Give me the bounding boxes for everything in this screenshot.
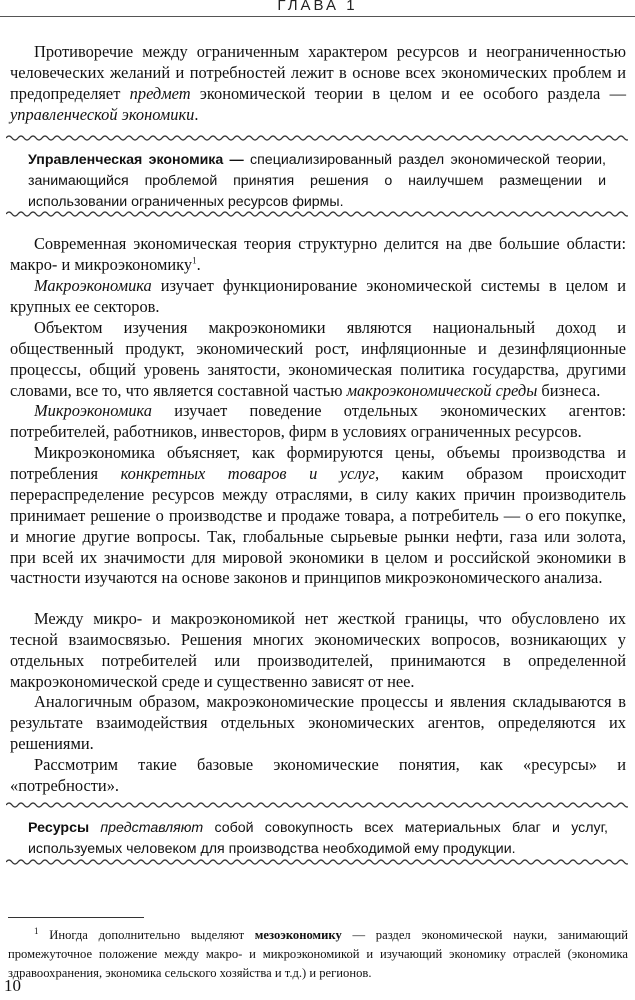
paragraph-structure: Современная экономическая теория структурно делится на две большие области: макро- и микроэкономику$^1$.: [10, 234, 626, 274]
emphasis-specific-goods: конкретных товаров и услуг: [120, 463, 375, 483]
emphasis-macro-environment: макроэкономической среды: [346, 380, 538, 400]
definition-box-resources: [6, 818, 628, 860]
footnote-ref[interactable]: 1: [192, 255, 197, 266]
wavy-divider-bottom: [6, 209, 628, 219]
definition-term: Управленческая экономика —: [28, 152, 244, 168]
header-rule: [0, 16, 635, 17]
wavy-divider-resources-top: [6, 800, 628, 810]
paragraph-micro-explains: Микроэкономика объясняет, как формируются цены, объемы производства и потребления конкретных товаров и услуг, каким образом происходит перераспределение ресурсов между отраслями, в силу каких причин производитель принимает решение о производстве и продаже товара, а потребитель — о его покупке, и многие другие вопросы. Так, глобальные сырьевые рынки нефти, газа или золота, при всей их значимости для мировой экономики в целом и российской экономики в частности изучаются на основе законов и принципов микроэкономического анализа.: [10, 443, 627, 588]
resources-definition-text: Ресурсы представляют собой совокупность всех материальных благ и услуг, используемых человеком для производства необходимой ему продукции.: [28, 820, 609, 857]
page-number: 10: [4, 976, 21, 995]
footnote-mark: 1: [34, 926, 39, 936]
resources-term: Ресурсы: [28, 820, 90, 836]
paragraph-intro: Противоречие между ограниченным характером ресурсов и неограниченностью человеческих желаний и потребностей лежит в основе всех экономических проблем и предопределяет предмет экономической теории в целом и ее особого раздела — управленческой экономики.: [10, 42, 626, 124]
paragraph-microeconomics: Микроэкономика изучает поведение отдельных экономических агентов: потребителей, работников, инвесторов, фирм в условиях ограниченных ресурсов.: [10, 401, 626, 441]
paragraph-basic-concepts: Рассмотрим такие базовые экономические понятия, как «ресурсы» и «потребности».: [10, 755, 626, 795]
wavy-divider-resources-bottom: [6, 857, 628, 867]
emphasis-subject: предмет: [129, 83, 191, 103]
definition-box-managerial-economics: [6, 150, 628, 213]
running-header: [0, 0, 635, 18]
term-macroeconomics: Макроэкономика: [34, 276, 152, 295]
emphasis-managerial-economics: управленческой экономики: [10, 104, 195, 124]
paragraph-macroeconomics: Макроэкономика изучает функционирование экономической системы в целом и крупных ее секторов.: [10, 276, 626, 316]
definition-text: Управленческая экономика — специализированный раздел экономической теории, занимающийся проблемой принятия решения о наилучшем размещении и использовании ограниченных ресурсов фирмы.: [28, 152, 606, 210]
paragraph-macro-objects: Объектом изучения макроэкономики являются национальный доход и общественный продукт, экономический рост, инфляционные и дезинфляционные процессы, общий уровень занятости, экономическая политика государства, другими словами, все то, что является составной частью макроэкономической среды бизнеса.: [10, 318, 626, 400]
term-microeconomics: Микроэкономика: [34, 401, 152, 420]
footnote-term: мезоэкономику: [254, 928, 342, 942]
paragraph-analogous: Аналогичным образом, макроэкономические процессы и явления складываются в результате взаимодействия отдельных экономических агентов, определяются их решениями.: [10, 692, 626, 753]
wavy-divider-top: [6, 133, 628, 143]
paragraph-boundary: Между микро- и макроэкономикой нет жесткой границы, что обусловлено их тесной взаимосвязью. Решения многих экономических вопросов, возникающих у отдельных потребителей или производителей, принимаются в определенной макроэкономической среде и существенно зависят от нее.: [10, 609, 626, 691]
footnote: $^1$ Иногда дополнительно выделяют мезоэкономику — раздел экономической науки, занимающий промежуточное положение между макро- и микроэкономикой и изучающий экономику отраслей (экономика здравоохранения, экономика сельского хозяйства и т.д.) и регионов.: [8, 926, 629, 980]
footnote-rule: [8, 917, 144, 918]
chapter-title: ГЛАВА 1: [277, 0, 358, 14]
